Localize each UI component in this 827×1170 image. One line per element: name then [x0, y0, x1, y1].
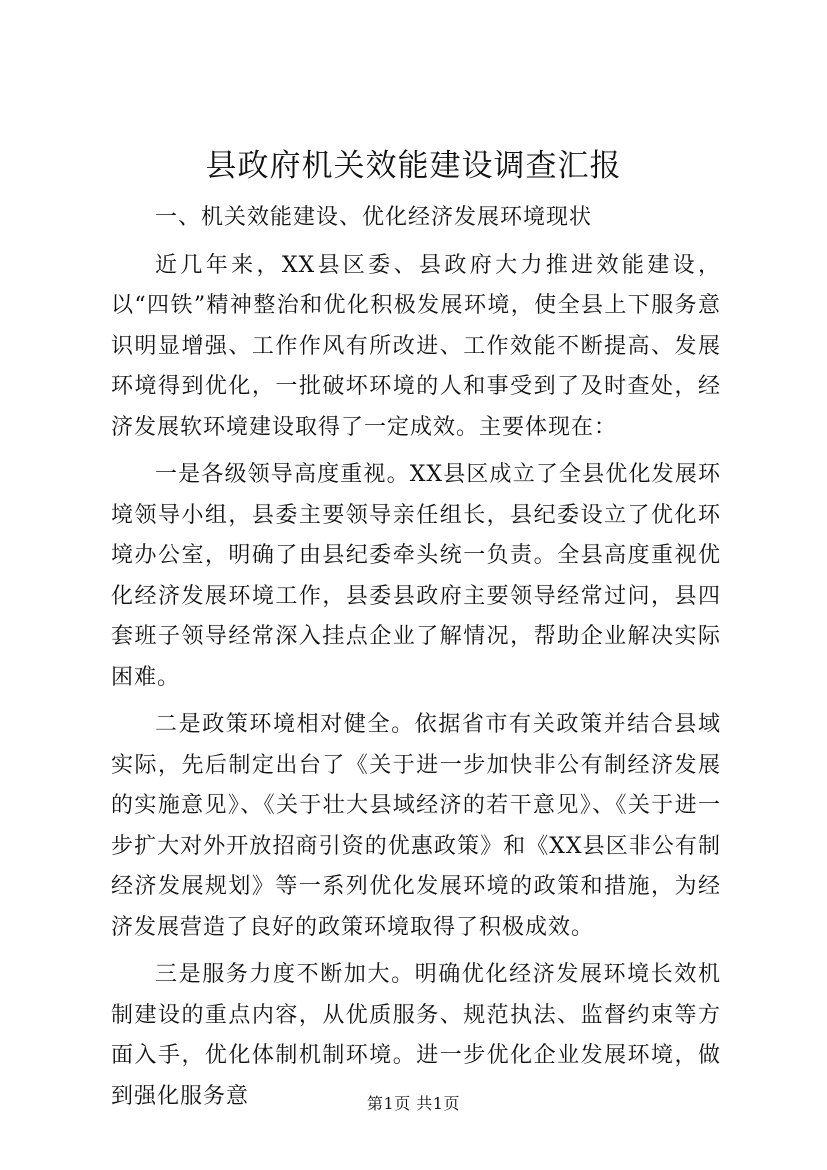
section-heading: 一、机关效能建设、优化经济发展环境现状 [155, 205, 593, 230]
paragraph-leadership: 一是各级领导高度重视。XX县区成立了全县优化发展环境领导小组，县委主要领导亲任组长，县纪委设立了优化环境办公室，明确了由县纪委牵头统一负责。全县高度重视优化经济发展环境工作，县委县政府主要领导经常过问，县四套班子领导经常深入挂点企业了解情况，帮助企业解决实际困难。 [111, 462, 721, 690]
page-footer: 第1页 共1页 [367, 1094, 460, 1113]
paragraph-policy: 二是政策环境相对健全。依据省市有关政策并结合县域实际，先后制定出台了《关于进一步加快非公有制经济发展的实施意见》、《关于壮大县域经济的若干意见》、《关于进一步扩大对外开放招商引资的优惠政策》和《XX县区非公有制经济发展规划》等一系列优化发展环境的政策和措施，为经济发展营造了良好的政策环境取得了积极成效。 [111, 712, 721, 940]
document-title: 县政府机关效能建设调查汇报 [205, 148, 622, 184]
document-body [111, 198, 721, 1117]
paragraph-intro: 近几年来，XX县区委、县政府大力推进效能建设，以“四铁”精神整治和优化积极发展环境，使全县上下服务意识明显增强、工作作风有所改进、工作效能不断提高、发展环境得到优化，一批破坏环境的人和事受到了及时查处，经济发展软环境建设取得了一定成效。主要体现在： [111, 252, 721, 440]
paragraph-service: 三是服务力度不断加大。明确优化经济发展环境长效机制建设的重点内容，从优质服务、规范执法、监督约束等方面入手，优化体制机制环境。进一步优化企业发展环境，做到强化服务意 [111, 962, 721, 1109]
